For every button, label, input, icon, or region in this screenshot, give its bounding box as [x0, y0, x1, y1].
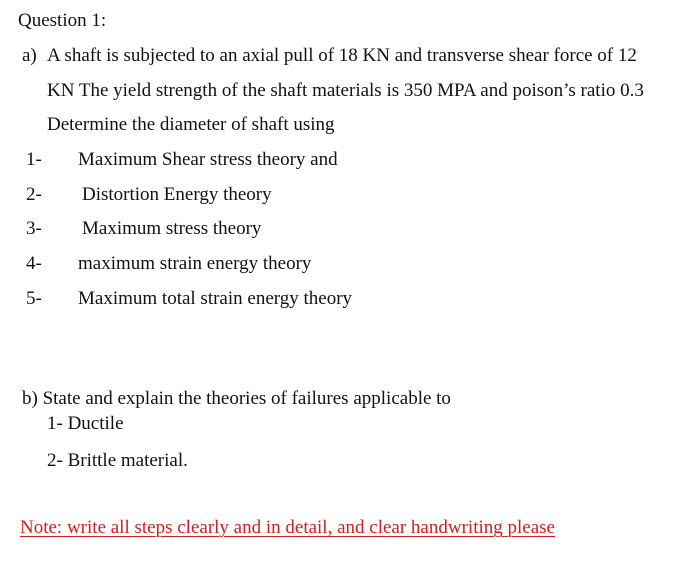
part-b-item-ductile: 1- Ductile: [47, 413, 124, 434]
list-item-number: 2-: [26, 184, 42, 205]
list-item-text: Distortion Energy theory: [82, 184, 272, 205]
list-item-number: 3-: [26, 218, 42, 239]
part-b-line: b) State and explain the theories of failures applicable to: [22, 388, 451, 409]
list-item-number: 1-: [26, 149, 42, 170]
list-item-number: 4-: [26, 253, 42, 274]
question-title: Question 1:: [18, 10, 107, 31]
list-item-number: 5-: [26, 288, 42, 309]
part-b-item-brittle: 2- Brittle material.: [47, 450, 188, 471]
part-a-line-2: KN The yield strength of the shaft materials is 350 MPA and poison’s ratio 0.3: [47, 80, 644, 101]
list-item-text: Maximum stress theory: [82, 218, 262, 239]
list-item-text: Maximum Shear stress theory and: [78, 149, 338, 170]
part-a-line-3: Determine the diameter of shaft using: [47, 114, 335, 135]
part-a-marker: a): [22, 45, 37, 66]
list-item-text: Maximum total strain energy theory: [78, 288, 353, 309]
list-item-text: maximum strain energy theory: [78, 253, 312, 274]
part-a-line-1: A shaft is subjected to an axial pull of 18 KN and transverse shear force of 12: [47, 45, 637, 66]
note-text: Note: write all steps clearly and in detail, and clear handwriting please: [20, 517, 555, 538]
